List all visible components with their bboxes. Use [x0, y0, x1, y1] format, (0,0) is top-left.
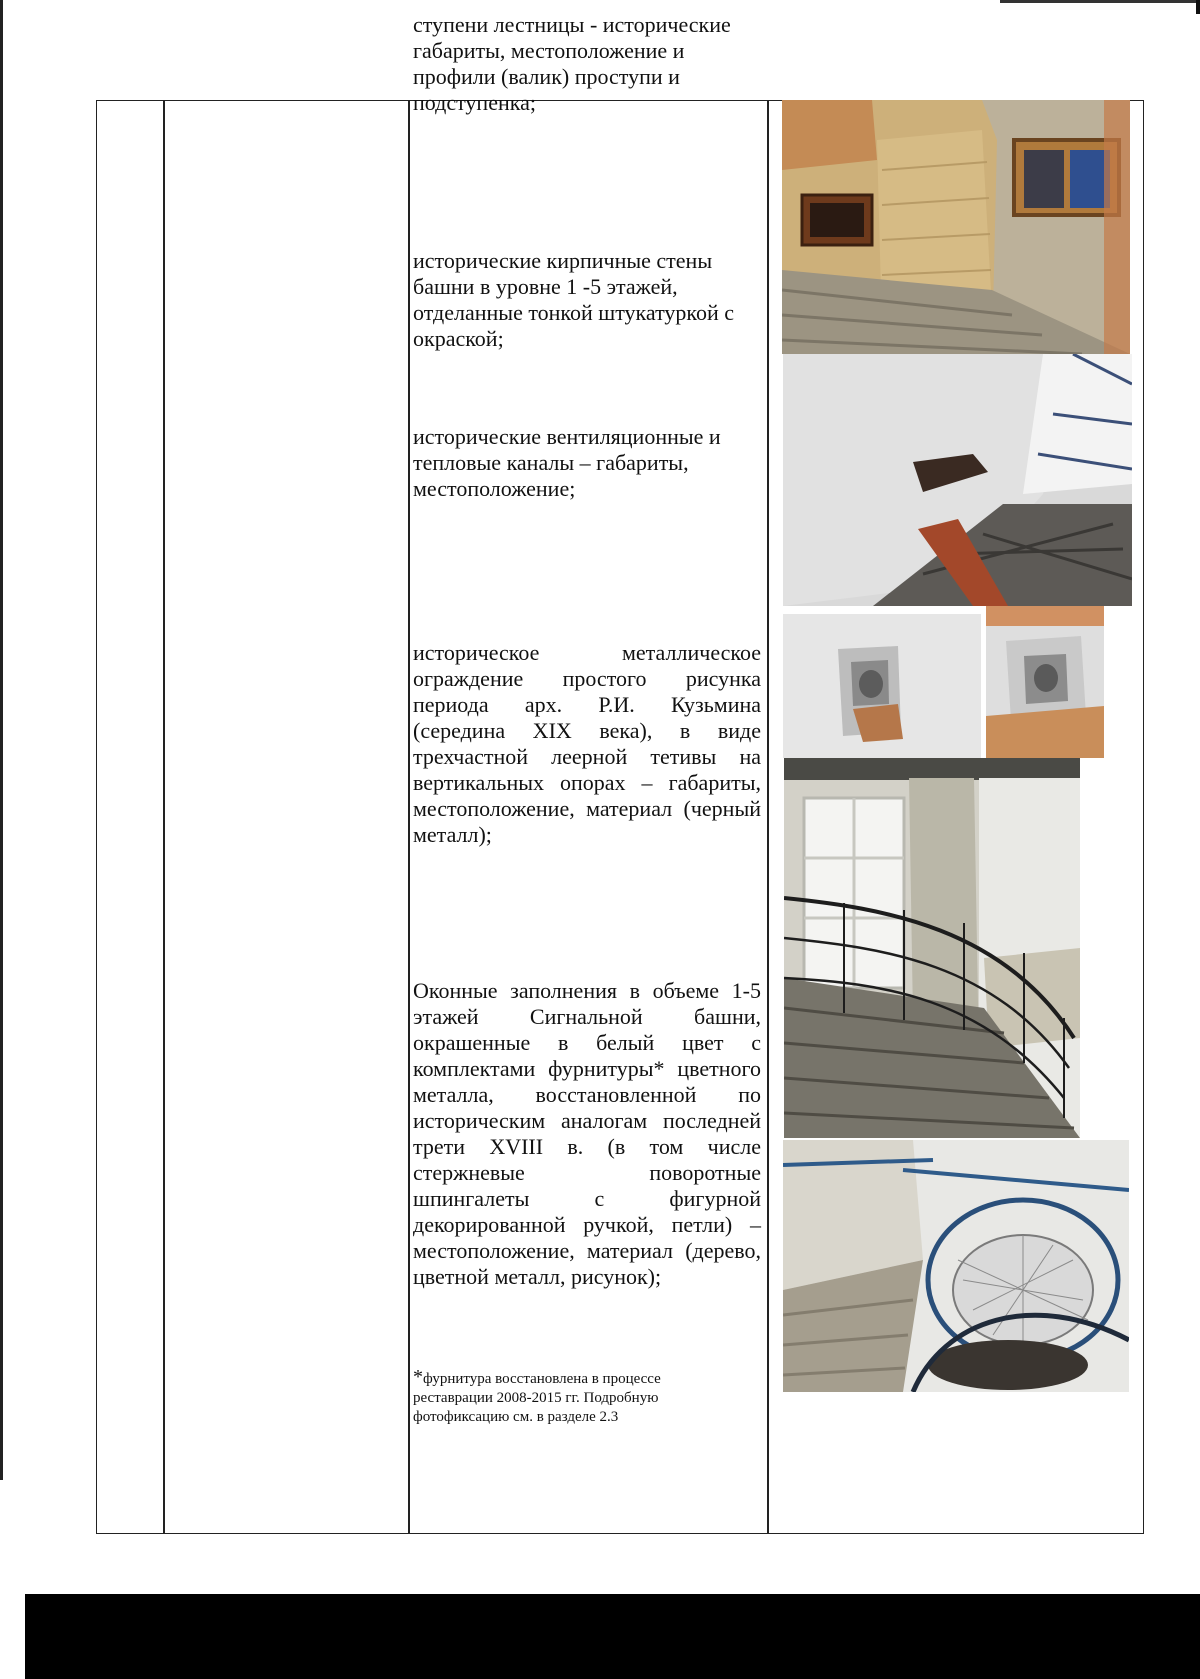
scan-bottom-bar: [25, 1594, 1200, 1679]
photo-brick-walls: [783, 354, 1132, 606]
photo-window-fillings: [783, 1140, 1129, 1392]
paragraph-stair-steps: ступени лестницы - исторические габариты, местоположение и профили (валик) проступи и подступенка;: [413, 12, 731, 115]
footnote-text: фурнитура восстановлена в процессе реставрации 2008-2015 гг. Подробную фотофиксацию см. в разделе 2.3: [413, 1371, 661, 1425]
photo-ventilation-niche-2: [986, 606, 1104, 758]
column-divider-1: [163, 101, 165, 1533]
footnote: [413, 1368, 713, 1427]
scan-border-top: [1000, 0, 1200, 3]
paragraph-ventilation-channels: исторические вентиляционные и тепловые каналы – габариты, местоположение;: [413, 424, 721, 501]
photo-stair-steps: [782, 100, 1130, 354]
scan-border-left: [0, 0, 3, 1480]
paragraph-brick-walls: исторические кирпичные стены башни в уровне 1 -5 этажей, отделанные тонкой штукатуркой с окраской;: [413, 248, 735, 351]
photo-ventilation-niche-1: [783, 614, 981, 758]
column-divider-2: [408, 101, 410, 1533]
column-divider-3: [767, 101, 769, 1533]
scan-corner-mark: [1196, 0, 1200, 14]
paragraph-metal-railing: историческое металлическое ограждение простого рисунка периода арх. Р.И. Кузьмина (середина XIX века), в виде трехчастной леерной тетивы на вертикальных опорах – габариты, местоположение, материал (черный металл);: [413, 640, 761, 847]
footnote-star: *: [413, 1366, 423, 1388]
paragraph-window-fillings: Оконные заполнения в объеме 1-5 этажей Сигнальной башни, окрашенные в белый цвет с комплектами фурнитуры* цветного металла, восстановленной по историческим аналогам последней трети XVIII в. (в том числе стержневые поворотные шпингалеты с фигурной декорированной ручкой, петли) – местоположение, материал (дерево, цветной металл, рисунок);: [413, 978, 761, 1289]
photo-metal-railing: [784, 758, 1080, 1138]
